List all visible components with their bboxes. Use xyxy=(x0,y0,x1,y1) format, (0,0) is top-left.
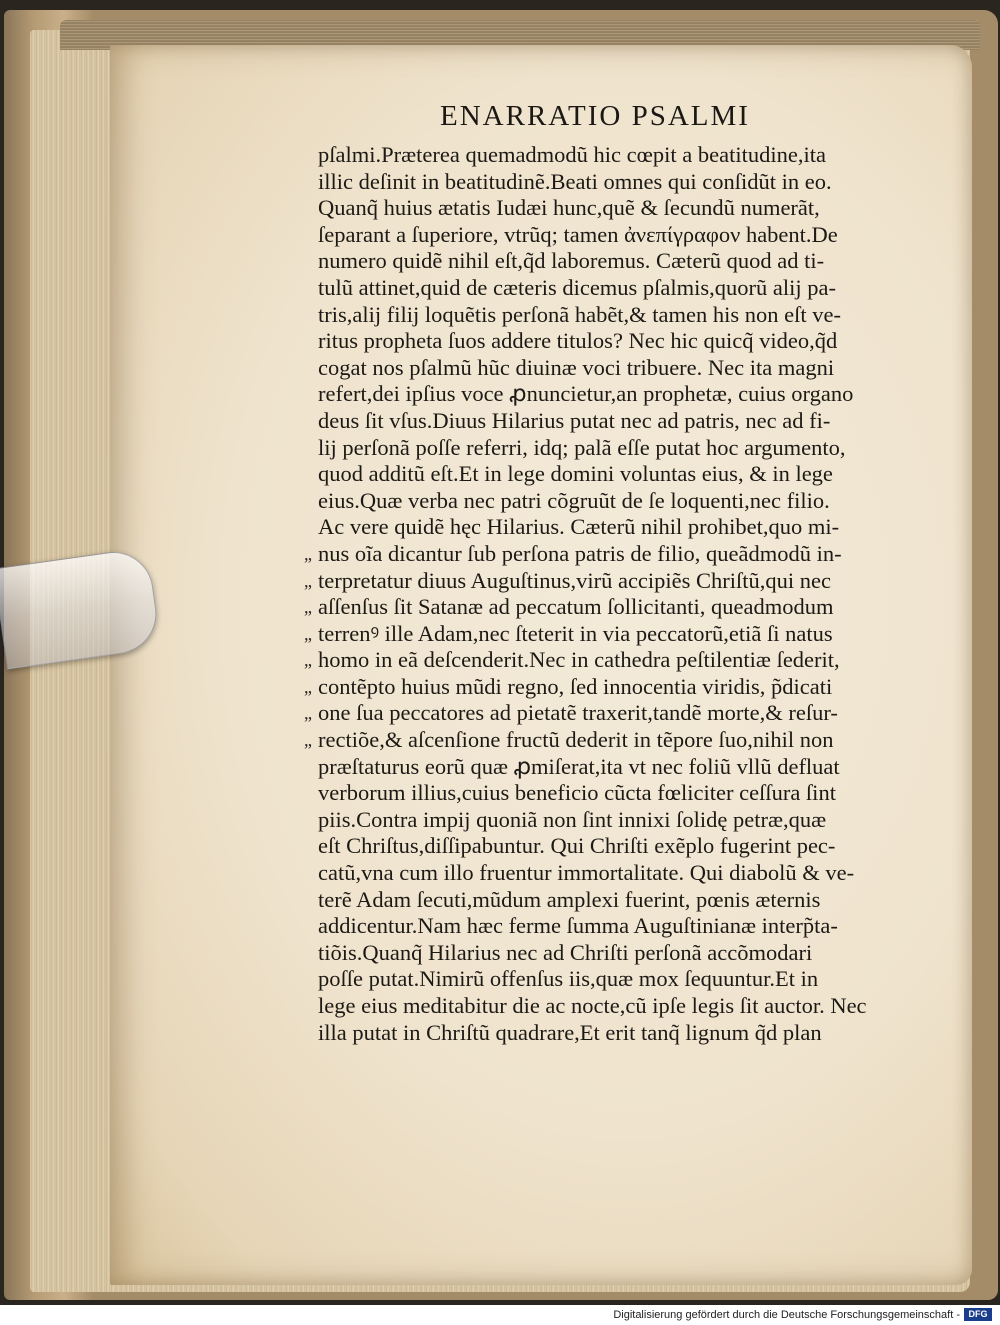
text-line xyxy=(318,275,928,302)
text-line-content: nus oĩa dicantur ſub perſona patris de filio, queãdmodũ in- xyxy=(318,540,842,566)
text-line-content: verborum illius,cuius beneficio cũcta fœliciter ceſſura ſint xyxy=(318,780,836,806)
margin-quote-mark: „ xyxy=(304,730,312,751)
text-line xyxy=(318,222,928,249)
text-line xyxy=(318,514,928,541)
text-line-content: eius.Quæ verba nec patri cõgruũt de ſe loquenti,nec filio. xyxy=(318,487,830,513)
text-line-content: terpretatur diuus Auguſtinus,virũ accipiẽs Chriſtũ,qui nec xyxy=(318,567,832,593)
text-line xyxy=(318,435,928,462)
text-line xyxy=(318,169,928,196)
margin-quote-mark: „ xyxy=(304,676,312,697)
text-line-content: tris,alij filij loquẽtis perſonã habẽt,& tamen his non eſt ve- xyxy=(318,301,842,327)
text-line xyxy=(318,780,928,807)
footer-credit: Digitalisierung gefördert durch die Deutsche Forschungsgemeinschaft - xyxy=(613,1309,960,1321)
text-line xyxy=(318,461,928,488)
text-line-content: illa putat in Chriſtũ quadrare,Et erit tanq̃ lignum q̃d plan xyxy=(318,1019,822,1045)
text-line xyxy=(318,993,928,1020)
text-line-content: tulũ attinet,quid de cæteris dicemus pſalmis,quorũ alij pa- xyxy=(318,274,837,300)
text-line xyxy=(304,567,928,595)
text-line xyxy=(318,488,928,515)
text-line-content: deus ſit vſus.Diuus Hilarius putat nec ad patris, nec ad fi- xyxy=(318,407,831,433)
text-line xyxy=(318,833,928,860)
text-line-content: catũ,vna cum illo fruentur immortalitate. Qui diabolũ & ve- xyxy=(318,860,855,886)
running-head: ENARRATIO PSALMI xyxy=(440,100,750,132)
text-line-content: refert,dei ipſius voce ꝓnuncietur,an prophetæ, cuius organo xyxy=(318,381,854,407)
text-line-content: quod additũ eſt.Et in lege domini voluntas eius, & in lege xyxy=(318,461,833,487)
text-line-content: ritus propheta ſuos addere titulos? Nec hic quicq̃ video,q̃d xyxy=(318,328,838,354)
text-line xyxy=(318,1020,928,1047)
text-line xyxy=(304,620,928,648)
text-line-content: piis.Contra impij quoniã non ſint innixi ſolidę petræ,quæ xyxy=(318,806,827,832)
text-line xyxy=(318,302,928,329)
margin-quote-mark: „ xyxy=(304,703,312,724)
text-line xyxy=(318,408,928,435)
text-line-content: homo in eã deſcenderit.Nec in cathedra peſtilentiæ ſederit, xyxy=(318,647,840,673)
text-line-content: poſſe putat.Nimirũ offenſus iis,quæ mox ſequuntur.Et in xyxy=(318,966,819,992)
margin-quote-mark: „ xyxy=(304,650,312,671)
text-line xyxy=(318,913,928,940)
text-line-content: lege eius meditabitur die ac nocte,cũ ipſe legis ſit auctor. Nec xyxy=(318,993,867,1018)
margin-quote-mark: „ xyxy=(304,623,312,644)
text-line-content: numero quidẽ nihil eſt,q̃d laboremus. Cæterũ quod ad ti- xyxy=(318,248,825,274)
text-line xyxy=(304,700,928,727)
text-line xyxy=(318,248,928,275)
text-line-content: eſt Chriſtus,diſſipabuntur. Qui Chriſti exẽplo fugerint pec- xyxy=(318,833,836,859)
text-line-content: cogat nos pſalmũ hũc diuinæ voci tribuere. Nec ita magni xyxy=(318,354,835,380)
body-text xyxy=(304,142,928,1046)
text-line-content: præſtaturus eorũ quæ ꝓmiſerat,ita vt nec foliũ vllũ defluat xyxy=(318,753,840,779)
text-line xyxy=(318,860,928,887)
text-line-content: one ſua peccatores ad pietatẽ traxerit,tandẽ morte,& reſur- xyxy=(318,700,838,726)
text-line xyxy=(318,966,928,993)
text-line xyxy=(318,381,928,408)
text-line xyxy=(304,673,928,701)
margin-quote-mark: „ xyxy=(304,570,312,591)
text-line xyxy=(318,940,928,967)
text-line-content: Ac vere quidẽ hęc Hilarius. Cæterũ nihil prohibet,quo mi- xyxy=(318,514,840,540)
text-line-content: terrenꝰ ille Adam,nec ſteterit in via peccatorũ,etiã ſi natus xyxy=(318,620,833,646)
text-line xyxy=(318,807,928,834)
text-line xyxy=(304,540,928,568)
text-line-content: contẽpto huius mũdi regno, ſed innocentia viridis, p̃dicati xyxy=(318,673,833,699)
text-line-content: Quanq̃ huius ætatis Iudæi hunc,quẽ & ſecundũ numerãt, xyxy=(318,195,820,221)
text-line xyxy=(318,195,928,222)
text-line xyxy=(318,754,928,781)
text-line-content: tiõis.Quanq̃ Hilarius nec ad Chriſti perſonã accõmodari xyxy=(318,939,813,965)
text-line xyxy=(318,328,928,355)
text-line-content: ſeparant a ſuperiore, vtrũq; tamen ἀνεπίγραφον habent.De xyxy=(318,221,838,247)
margin-quote-mark: „ xyxy=(304,543,312,564)
text-line-content: rectiõe,& aſcenſione fructũ dederit in tẽpore ſuo,nihil non xyxy=(318,727,834,753)
text-line xyxy=(318,355,928,382)
text-line xyxy=(304,594,928,621)
text-line-content: aſſenſus ſit Satanæ ad peccatum ſollicitanti, queadmodum xyxy=(318,594,834,620)
text-line xyxy=(304,647,928,674)
text-line xyxy=(318,887,928,914)
text-line-content: addicentur.Nam hæc ferme ſumma Auguſtinianæ interp̃ta- xyxy=(318,913,838,939)
text-line-content: illic deſinit in beatitudinẽ.Beati omnes qui conſidũt in eo. xyxy=(318,168,832,194)
text-line-content: lij perſonã poſſe referri, idq; palã eſſe putat hoc argumento, xyxy=(318,434,846,460)
text-line xyxy=(318,142,928,169)
margin-quote-mark: „ xyxy=(304,597,312,618)
text-line-content: terẽ Adam ſecuti,mũdum amplexi fuerint, pœnis æternis xyxy=(318,886,821,912)
text-line xyxy=(304,727,928,754)
text-line-content: pſalmi.Præterea quemadmodũ hic cœpit a beatitudine,ita xyxy=(318,142,826,167)
dfg-logo-icon: DFG xyxy=(964,1308,992,1321)
